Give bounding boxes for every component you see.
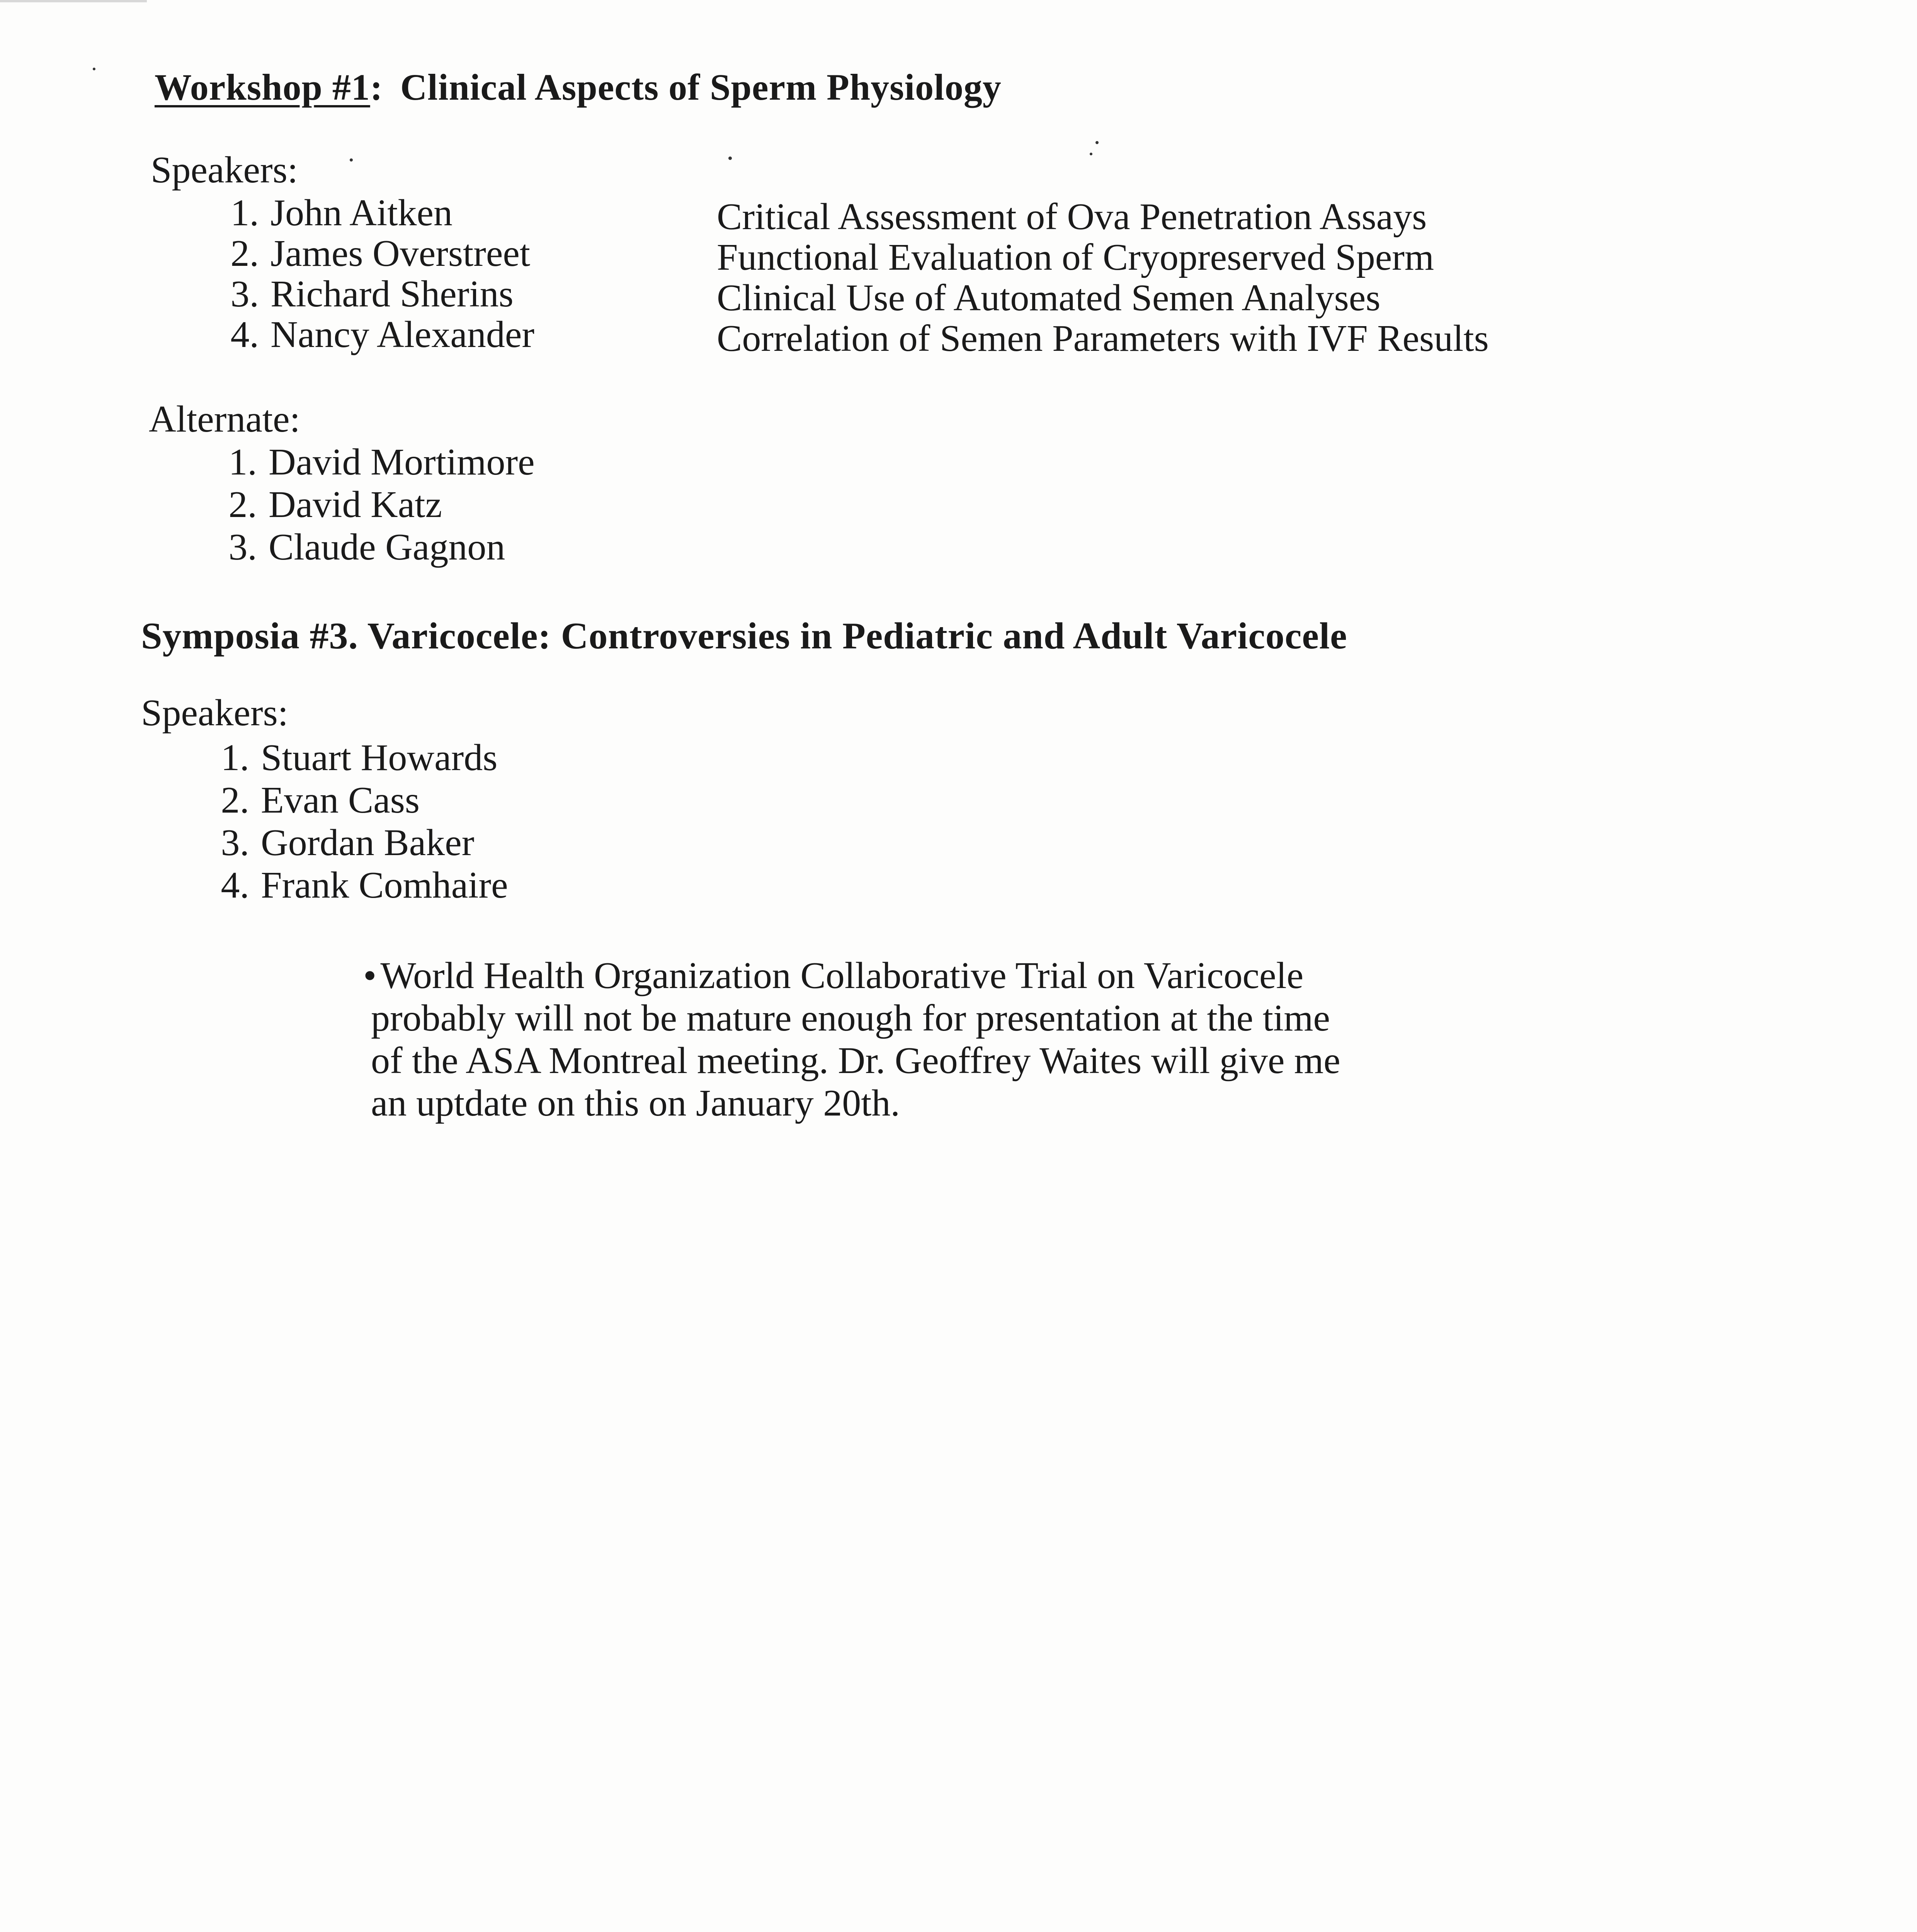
speaker-name: John Aitken [270, 192, 452, 234]
alternate-row [214, 526, 505, 569]
speaker-name: James Overstreet [270, 233, 531, 274]
workshop-speaker-row [216, 272, 514, 316]
symposia-speaker-row [207, 779, 420, 822]
workshop-speaker-topic: Clinical Use of Automated Semen Analyses [717, 277, 1381, 319]
bullet-icon: • [363, 955, 377, 997]
alternate-name: David Mortimore [269, 441, 535, 483]
alternate-row [214, 440, 535, 484]
alternate-number: 3. [228, 526, 257, 568]
speaker-number: 3. [230, 273, 259, 315]
workshop-speakers-label: Speakers: [151, 149, 298, 191]
scan-speck [728, 156, 732, 160]
symposia-speaker-row [207, 864, 508, 907]
symposia-speaker-row [207, 736, 497, 779]
speaker-number: 1. [221, 737, 249, 779]
workshop-speaker-row [216, 191, 452, 235]
speaker-name: Gordan Baker [261, 822, 475, 864]
workshop-speaker-row [216, 232, 530, 275]
alternate-name: David Katz [269, 484, 442, 526]
workshop-colon: : [370, 66, 383, 108]
note-line: probably will not be mature enough for presentation at the time [371, 997, 1330, 1039]
note-line: an uptdate on this on January 20th. [371, 1082, 900, 1124]
note-line [363, 954, 1303, 997]
symposia-speaker-row [207, 821, 474, 864]
scan-speck [1095, 141, 1099, 144]
symposia-heading: Symposia #3. Varicocele: Controversies in Pediatric and Adult Varicocele [141, 615, 1347, 657]
note-line: of the ASA Montreal meeting. Dr. Geoffrey Waites will give me [371, 1040, 1340, 1082]
scan-edge-mark [0, 0, 147, 2]
speaker-name: Nancy Alexander [270, 314, 534, 355]
alternate-number: 2. [228, 484, 257, 526]
workshop-speaker-topic: Critical Assessment of Ova Penetration Assays [717, 196, 1427, 238]
scan-speck [93, 68, 95, 70]
scan-speck [1090, 153, 1092, 155]
workshop-speaker-topic: Functional Evaluation of Cryopreserved Sperm [717, 236, 1434, 278]
speaker-number: 2. [221, 779, 249, 821]
speaker-name: Frank Comhaire [261, 864, 508, 906]
speaker-number: 1. [230, 192, 259, 234]
speaker-name: Evan Cass [261, 779, 420, 821]
speaker-number: 2. [230, 233, 259, 274]
alternate-name: Claude Gagnon [269, 526, 505, 568]
workshop-title: Clinical Aspects of Sperm Physiology [400, 66, 1002, 108]
alternate-number: 1. [228, 441, 257, 483]
alternate-row [214, 483, 442, 526]
workshop-label: Workshop #1 [155, 66, 370, 108]
workshop-heading [155, 66, 1002, 109]
scan-speck [350, 158, 353, 162]
speaker-number: 4. [230, 314, 259, 355]
speaker-name: Stuart Howards [261, 737, 498, 779]
speaker-number: 3. [221, 822, 249, 864]
speaker-number: 4. [221, 864, 249, 906]
symposia-speakers-label: Speakers: [141, 692, 288, 734]
workshop-speaker-row [216, 313, 534, 356]
speaker-name: Richard Sherins [270, 273, 514, 315]
note-text: World Health Organization Collaborative Trial on Varicocele [380, 955, 1304, 997]
alternate-label: Alternate: [149, 398, 300, 440]
workshop-speaker-topic: Correlation of Semen Parameters with IVF Results [717, 318, 1489, 359]
